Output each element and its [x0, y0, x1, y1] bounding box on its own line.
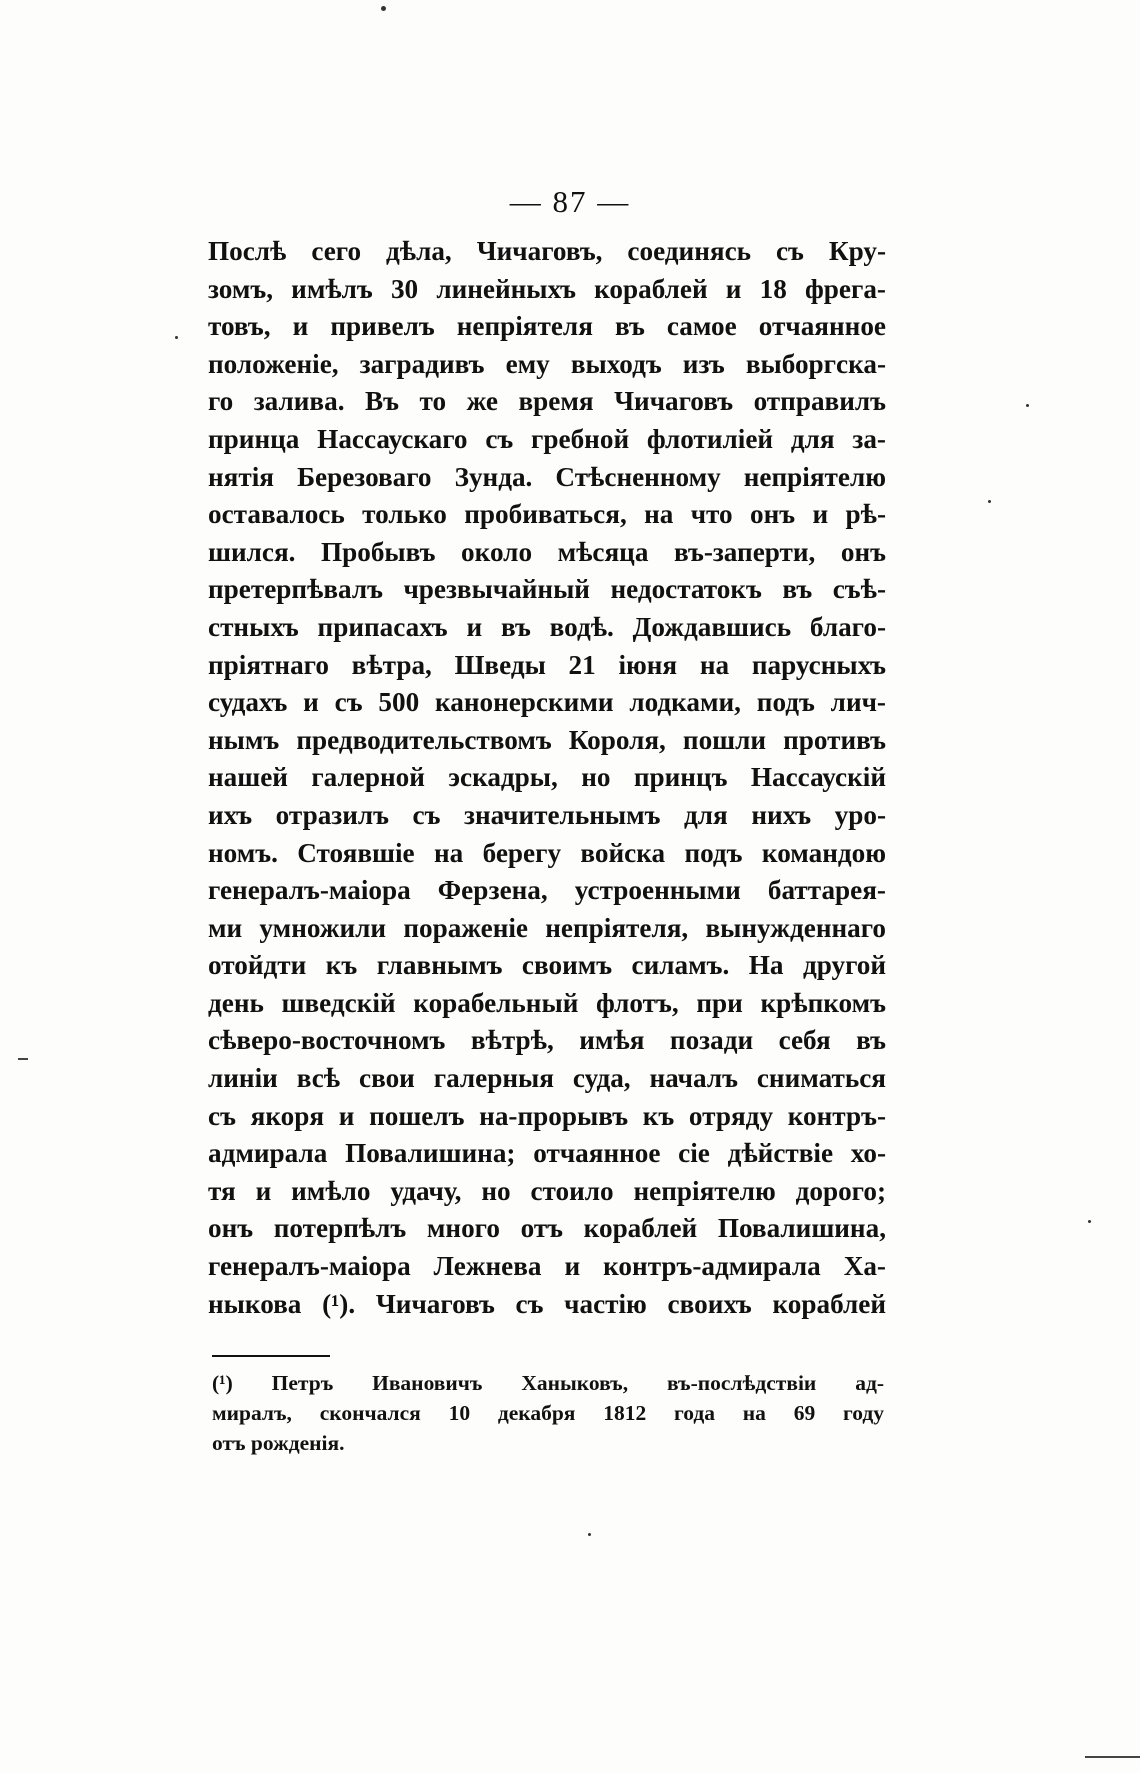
text-line: нымъ предводительствомъ Короля, пошли противъ [208, 724, 886, 755]
print-speck [588, 1533, 591, 1536]
text-line: нашей галерной эскадры, но принцъ Нассаускій [208, 762, 886, 793]
text-line: ми умножили пораженіе непріятеля, вынужденнаго [208, 912, 886, 943]
print-speck [988, 500, 991, 503]
text-line: номъ. Стоявшіе на берегу войска подъ командою [208, 837, 886, 868]
footnote-line: отъ рожденія. [212, 1431, 345, 1455]
text-line: судахъ и съ 500 канонерскими лодками, подъ лич- [208, 687, 886, 718]
footnote-line: миралъ, скончался 10 декабря 1812 года на 69 году [212, 1401, 884, 1425]
text-line: шился. Пробывъ около мѣсяца въ-заперти, онъ [208, 536, 886, 567]
text-line: положеніе, заградивъ ему выходъ изъ выборгска- [208, 348, 886, 379]
text-line: зомъ, имѣлъ 30 линейныхъ кораблей и 18 фрега- [208, 273, 886, 304]
text-line: ныкова (¹). Чичаговъ съ частію своихъ кораблей [208, 1288, 886, 1319]
text-line: генералъ-маіора Лежнева и контръ-адмирала Ха- [208, 1251, 886, 1282]
text-line: ихъ отразилъ съ значительнымъ для нихъ уро- [208, 799, 886, 830]
text-line: онъ потерпѣлъ много отъ кораблей Повалишина, [208, 1213, 886, 1244]
text-line: нятія Березоваго Зунда. Стѣсненному непріятелю [208, 461, 886, 492]
print-speck [1026, 404, 1029, 407]
print-speck [175, 336, 178, 339]
print-mark [18, 1058, 28, 1060]
text-line: отойдти къ главнымъ своимъ силамъ. На другой [208, 950, 886, 981]
body-text [208, 233, 886, 1323]
text-line: адмирала Повалишина; отчаянное сіе дѣйствіе хо- [208, 1138, 886, 1169]
text-line: претерпѣвалъ чрезвычайный недостатокъ въ съѣ- [208, 574, 886, 605]
print-speck [381, 6, 386, 11]
text-line: генералъ-маіора Ферзена, устроенными баттарея- [208, 875, 886, 906]
footnote [212, 1368, 884, 1458]
text-line: съ якоря и пошелъ на-прорывъ къ отряду контръ- [208, 1100, 886, 1131]
text-line: Послѣ сего дѣла, Чичаговъ, соединясь съ Кру- [208, 236, 886, 266]
print-speck [1088, 1220, 1091, 1223]
text-line: сѣверо-восточномъ вѣтрѣ, имѣя позади себя въ [208, 1025, 886, 1056]
text-line: линіи всѣ свои галерныя суда, началъ сниматься [208, 1063, 886, 1094]
text-line: товъ, и привелъ непріятеля въ самое отчаянное [208, 311, 886, 342]
text-line: тя и имѣло удачу, но стоило непріятелю дорого; [208, 1175, 886, 1206]
footnote-line: (¹) Петръ Ивановичъ Ханыковъ, въ-послѣдствіи ад- [212, 1371, 884, 1395]
text-line: го залива. Въ то же время Чичаговъ отправилъ [208, 386, 886, 417]
page-number: — 87 — [509, 184, 631, 219]
footnote-divider [212, 1355, 330, 1357]
text-line: стныхъ припасахъ и въ водѣ. Дождавшись благо- [208, 611, 886, 642]
print-mark [1085, 1756, 1140, 1758]
text-line: пріятнаго вѣтра, Шведы 21 іюня на парусныхъ [208, 649, 886, 680]
text-line: оставалось только пробиваться, на что онъ и рѣ- [208, 499, 886, 530]
text-line: принца Нассаускаго съ гребной флотиліей для за- [208, 423, 886, 454]
text-line: день шведскій корабельный флотъ, при крѣпкомъ [208, 987, 886, 1018]
